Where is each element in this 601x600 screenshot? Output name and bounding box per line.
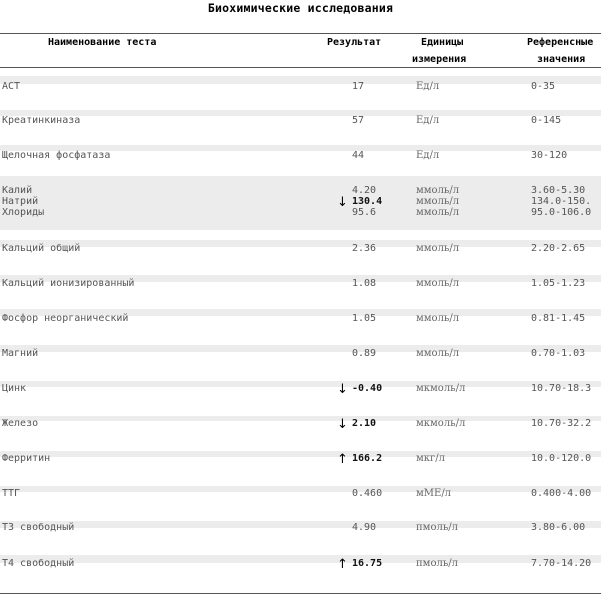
reference-range: 3.80-6.00 [531,522,586,533]
test-name: Щелочная фосфатаза [2,150,111,161]
row-band [0,345,601,352]
units-value: мкмоль/л [416,383,466,394]
reference-range: 0-145 [531,115,562,126]
units-value: ммоль/л [416,196,460,207]
reference-range: 10.70-18.3 [531,383,592,394]
units-value: пмоль/л [416,558,458,569]
result-value: 4.20 [352,185,377,196]
header-units-line2: измерения [412,54,467,65]
reference-range: 10.70-32.2 [531,418,592,429]
reference-range: 0-35 [531,81,556,92]
arrow-down-icon: ↓ [337,195,348,210]
row-band [0,555,601,563]
test-name: Хлориды [2,207,45,218]
header-bottom-rule [0,67,601,68]
test-name: Креатинкиназа [2,115,81,126]
arrow-down-icon: ↓ [337,382,348,397]
units-value: мМЕ/л [416,488,452,499]
row-band [0,381,601,387]
test-name: Цинк [2,383,27,394]
test-name: Железо [2,418,39,429]
test-name: Натрий [2,196,39,207]
arrow-up-icon: ↑ [337,557,348,572]
reference-range: 0.400-4.00 [531,488,592,499]
result-value: 166.2 [352,453,383,464]
result-value: -0.40 [352,383,383,394]
units-value: ммоль/л [416,313,460,324]
row-band [0,76,601,84]
page-title: Биохимические исследования [207,1,394,15]
test-name: Кальций ионизированный [2,278,135,289]
units-value: ммоль/л [416,278,460,289]
result-value: 4.90 [352,522,377,533]
units-value: ммоль/л [416,243,460,254]
units-value: мкмоль/л [416,418,466,429]
header-ref-line2: значения [537,54,586,65]
result-value: 95.6 [352,207,377,218]
header-result: Результат [327,37,382,48]
result-value: 44 [352,150,365,161]
row-band [0,240,601,247]
result-value: 2.10 [352,418,377,429]
test-name: Т3 свободный [2,522,75,533]
test-name: Кальций общий [2,243,81,254]
result-value: 1.08 [352,278,377,289]
test-name: АСТ [2,81,21,92]
units-value: ммоль/л [416,348,460,359]
units-value: ммоль/л [416,207,460,218]
header-units-line1: Единицы [421,37,464,48]
result-value: 17 [352,81,365,92]
header-top-rule [0,33,601,34]
test-name: Фосфор неорганический [2,313,129,324]
result-value: 2.36 [352,243,377,254]
row-band [0,416,601,421]
units-value: Ед/л [416,150,440,161]
row-band [0,451,601,457]
test-name: Ферритин [2,453,51,464]
test-name: Т4 свободный [2,558,75,569]
units-value: Ед/л [416,115,440,126]
row-band [0,176,601,230]
row-band [0,110,601,116]
reference-range: 0.81-1.45 [531,313,586,324]
reference-range: 1.05-1.23 [531,278,586,289]
reference-range: 0.70-1.03 [531,348,586,359]
reference-range: 30-120 [531,150,568,161]
header-ref-line1: Референсные [527,37,594,48]
header-test-name: Наименование теста [48,37,157,48]
table-bottom-rule [0,593,601,594]
arrow-up-icon: ↑ [337,452,348,467]
result-value: 1.05 [352,313,377,324]
reference-range: 134.0-150. [531,196,592,207]
result-value: 130.4 [352,196,383,207]
units-value: пмоль/л [416,522,458,533]
reference-range: 2.20-2.65 [531,243,586,254]
row-band [0,521,601,528]
reference-range: 3.60-5.30 [531,185,586,196]
reference-range: 10.0-120.0 [531,453,592,464]
result-value: 57 [352,115,365,126]
units-value: Ед/л [416,81,440,92]
arrow-down-icon: ↓ [337,417,348,432]
units-value: ммоль/л [416,185,460,196]
units-value: мкг/л [416,453,445,464]
result-value: 0.89 [352,348,377,359]
test-name: Магний [2,348,39,359]
row-band [0,486,601,492]
result-value: 0.460 [352,488,383,499]
test-name: Калий [2,185,33,196]
reference-range: 95.0-106.0 [531,207,592,218]
test-name: ТТГ [2,488,21,499]
result-value: 16.75 [352,558,383,569]
reference-range: 7.70-14.20 [531,558,592,569]
